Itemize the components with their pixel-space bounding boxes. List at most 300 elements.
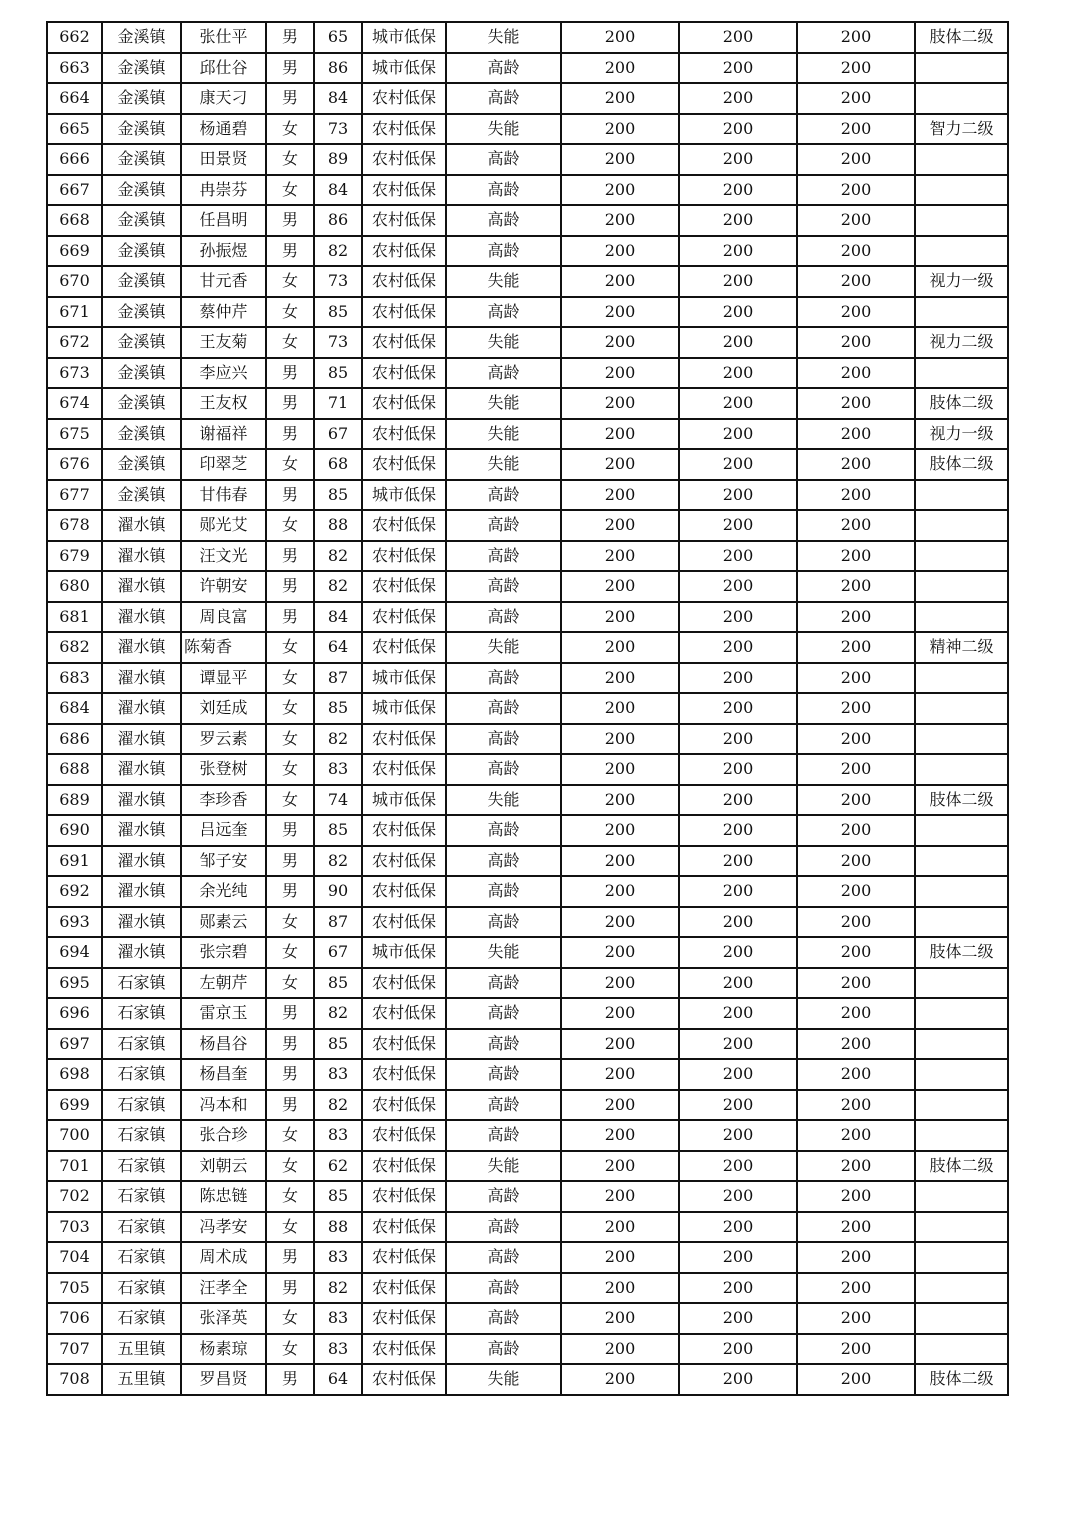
remark-cell: 肢体二级	[915, 449, 1008, 480]
amount-cell: 200	[561, 846, 679, 877]
amount-cell: 200	[797, 1029, 915, 1060]
remark-cell: 肢体二级	[915, 1151, 1008, 1182]
gender-cell: 男	[266, 815, 314, 846]
amount-cell: 200	[679, 1059, 797, 1090]
gender-cell: 女	[266, 724, 314, 755]
amount-cell: 200	[679, 1303, 797, 1334]
age-cell: 86	[314, 205, 362, 236]
gender-cell: 男	[266, 571, 314, 602]
table-row	[47, 480, 1008, 511]
type-cell: 失能	[446, 937, 561, 968]
name-cell: 邱仕谷	[181, 53, 266, 84]
category-cell: 农村低保	[362, 266, 446, 297]
type-cell: 高龄	[446, 1059, 561, 1090]
town-cell: 石家镇	[102, 968, 181, 999]
category-cell: 城市低保	[362, 693, 446, 724]
gender-cell: 女	[266, 968, 314, 999]
category-cell: 城市低保	[362, 53, 446, 84]
table-row	[47, 449, 1008, 480]
name-cell: 罗昌贤	[181, 1364, 266, 1395]
name-cell: 许朝安	[181, 571, 266, 602]
table-row	[47, 937, 1008, 968]
category-cell: 农村低保	[362, 175, 446, 206]
category-cell: 农村低保	[362, 1303, 446, 1334]
gender-cell: 女	[266, 114, 314, 145]
name-cell: 冯孝安	[181, 1212, 266, 1243]
gender-cell: 男	[266, 358, 314, 389]
age-cell: 83	[314, 1059, 362, 1090]
type-cell: 高龄	[446, 297, 561, 328]
town-cell: 金溪镇	[102, 327, 181, 358]
age-cell: 82	[314, 998, 362, 1029]
amount-cell: 200	[797, 327, 915, 358]
name-cell: 张合珍	[181, 1120, 266, 1151]
amount-cell: 200	[797, 754, 915, 785]
age-cell: 85	[314, 815, 362, 846]
town-cell: 金溪镇	[102, 297, 181, 328]
name-cell: 罗云素	[181, 724, 266, 755]
name-cell: 康天刁	[181, 83, 266, 114]
amount-cell: 200	[797, 1120, 915, 1151]
type-cell: 高龄	[446, 663, 561, 694]
amount-cell: 200	[797, 602, 915, 633]
age-cell: 73	[314, 114, 362, 145]
table-row	[47, 968, 1008, 999]
amount-cell: 200	[561, 1090, 679, 1121]
remark-cell	[915, 480, 1008, 511]
amount-cell: 200	[679, 907, 797, 938]
serial-cell: 703	[47, 1212, 102, 1243]
gender-cell: 男	[266, 419, 314, 450]
remark-cell	[915, 1242, 1008, 1273]
category-cell: 农村低保	[362, 968, 446, 999]
amount-cell: 200	[561, 266, 679, 297]
amount-cell: 200	[679, 236, 797, 267]
amount-cell: 200	[797, 419, 915, 450]
amount-cell: 200	[797, 1273, 915, 1304]
age-cell: 83	[314, 1120, 362, 1151]
amount-cell: 200	[561, 114, 679, 145]
gender-cell: 女	[266, 754, 314, 785]
category-cell: 城市低保	[362, 937, 446, 968]
category-cell: 农村低保	[362, 1120, 446, 1151]
serial-cell: 686	[47, 724, 102, 755]
name-cell: 王友权	[181, 388, 266, 419]
type-cell: 高龄	[446, 175, 561, 206]
table-row	[47, 1334, 1008, 1365]
amount-cell: 200	[561, 876, 679, 907]
gender-cell: 女	[266, 1181, 314, 1212]
amount-cell: 200	[797, 1334, 915, 1365]
name-cell: 汪文光	[181, 541, 266, 572]
gender-cell: 女	[266, 1120, 314, 1151]
amount-cell: 200	[679, 998, 797, 1029]
town-cell: 金溪镇	[102, 205, 181, 236]
serial-cell: 668	[47, 205, 102, 236]
remark-cell	[915, 1273, 1008, 1304]
amount-cell: 200	[797, 144, 915, 175]
town-cell: 石家镇	[102, 1029, 181, 1060]
table-row	[47, 1303, 1008, 1334]
gender-cell: 女	[266, 449, 314, 480]
category-cell: 农村低保	[362, 724, 446, 755]
category-cell: 农村低保	[362, 754, 446, 785]
type-cell: 失能	[446, 1151, 561, 1182]
category-cell: 农村低保	[362, 388, 446, 419]
gender-cell: 男	[266, 83, 314, 114]
remark-cell	[915, 968, 1008, 999]
name-cell: 印翠芝	[181, 449, 266, 480]
type-cell: 失能	[446, 449, 561, 480]
gender-cell: 男	[266, 1273, 314, 1304]
amount-cell: 200	[797, 510, 915, 541]
table-row	[47, 83, 1008, 114]
amount-cell: 200	[797, 846, 915, 877]
age-cell: 82	[314, 236, 362, 267]
town-cell: 五里镇	[102, 1334, 181, 1365]
remark-cell	[915, 1334, 1008, 1365]
amount-cell: 200	[561, 1151, 679, 1182]
town-cell: 石家镇	[102, 1120, 181, 1151]
amount-cell: 200	[561, 663, 679, 694]
town-cell: 濯水镇	[102, 510, 181, 541]
town-cell: 濯水镇	[102, 876, 181, 907]
amount-cell: 200	[797, 22, 915, 53]
category-cell: 农村低保	[362, 1212, 446, 1243]
name-cell: 左朝芹	[181, 968, 266, 999]
amount-cell: 200	[561, 144, 679, 175]
amount-cell: 200	[561, 83, 679, 114]
age-cell: 88	[314, 1212, 362, 1243]
serial-cell: 680	[47, 571, 102, 602]
amount-cell: 200	[679, 1151, 797, 1182]
age-cell: 85	[314, 1029, 362, 1060]
serial-cell: 663	[47, 53, 102, 84]
amount-cell: 200	[679, 754, 797, 785]
type-cell: 失能	[446, 114, 561, 145]
type-cell: 失能	[446, 388, 561, 419]
table-row	[47, 998, 1008, 1029]
remark-cell: 视力二级	[915, 327, 1008, 358]
serial-cell: 690	[47, 815, 102, 846]
type-cell: 高龄	[446, 571, 561, 602]
category-cell: 农村低保	[362, 571, 446, 602]
table-row	[47, 388, 1008, 419]
amount-cell: 200	[561, 907, 679, 938]
amount-cell: 200	[679, 114, 797, 145]
serial-cell: 696	[47, 998, 102, 1029]
town-cell: 石家镇	[102, 1151, 181, 1182]
gender-cell: 男	[266, 876, 314, 907]
amount-cell: 200	[797, 83, 915, 114]
amount-cell: 200	[679, 663, 797, 694]
serial-cell: 670	[47, 266, 102, 297]
amount-cell: 200	[561, 1334, 679, 1365]
age-cell: 84	[314, 83, 362, 114]
town-cell: 石家镇	[102, 998, 181, 1029]
gender-cell: 男	[266, 541, 314, 572]
amount-cell: 200	[679, 83, 797, 114]
amount-cell: 200	[561, 693, 679, 724]
remark-cell	[915, 541, 1008, 572]
age-cell: 85	[314, 358, 362, 389]
table-row	[47, 114, 1008, 145]
town-cell: 石家镇	[102, 1090, 181, 1121]
remark-cell: 视力一级	[915, 419, 1008, 450]
amount-cell: 200	[561, 754, 679, 785]
amount-cell: 200	[561, 541, 679, 572]
serial-cell: 692	[47, 876, 102, 907]
table-row	[47, 22, 1008, 53]
amount-cell: 200	[679, 358, 797, 389]
amount-cell: 200	[679, 327, 797, 358]
gender-cell: 男	[266, 480, 314, 511]
name-cell: 余光纯	[181, 876, 266, 907]
amount-cell: 200	[797, 175, 915, 206]
table-row	[47, 785, 1008, 816]
name-cell: 甘伟春	[181, 480, 266, 511]
name-cell: 冯本和	[181, 1090, 266, 1121]
amount-cell: 200	[561, 480, 679, 511]
amount-cell: 200	[561, 1212, 679, 1243]
type-cell: 失能	[446, 1364, 561, 1395]
table-row	[47, 144, 1008, 175]
table-row	[47, 1181, 1008, 1212]
remark-cell	[915, 815, 1008, 846]
type-cell: 高龄	[446, 53, 561, 84]
amount-cell: 200	[561, 937, 679, 968]
town-cell: 金溪镇	[102, 175, 181, 206]
town-cell: 濯水镇	[102, 937, 181, 968]
gender-cell: 女	[266, 937, 314, 968]
name-cell: 刘朝云	[181, 1151, 266, 1182]
town-cell: 石家镇	[102, 1273, 181, 1304]
category-cell: 农村低保	[362, 1364, 446, 1395]
table-row	[47, 571, 1008, 602]
remark-cell	[915, 510, 1008, 541]
type-cell: 高龄	[446, 83, 561, 114]
gender-cell: 女	[266, 663, 314, 694]
amount-cell: 200	[561, 419, 679, 450]
town-cell: 濯水镇	[102, 907, 181, 938]
remark-cell: 精神二级	[915, 632, 1008, 663]
remark-cell	[915, 236, 1008, 267]
serial-cell: 684	[47, 693, 102, 724]
serial-cell: 706	[47, 1303, 102, 1334]
remark-cell	[915, 1303, 1008, 1334]
gender-cell: 男	[266, 1029, 314, 1060]
name-cell: 雷京玉	[181, 998, 266, 1029]
town-cell: 金溪镇	[102, 236, 181, 267]
type-cell: 高龄	[446, 1181, 561, 1212]
amount-cell: 200	[797, 1090, 915, 1121]
remark-cell: 肢体二级	[915, 388, 1008, 419]
age-cell: 82	[314, 1090, 362, 1121]
amount-cell: 200	[797, 693, 915, 724]
amount-cell: 200	[797, 1303, 915, 1334]
category-cell: 城市低保	[362, 663, 446, 694]
age-cell: 83	[314, 754, 362, 785]
serial-cell: 675	[47, 419, 102, 450]
remark-cell	[915, 175, 1008, 206]
serial-cell: 662	[47, 22, 102, 53]
amount-cell: 200	[561, 449, 679, 480]
town-cell: 濯水镇	[102, 571, 181, 602]
serial-cell: 674	[47, 388, 102, 419]
serial-cell: 667	[47, 175, 102, 206]
name-cell: 陈菊香	[181, 632, 266, 663]
town-cell: 金溪镇	[102, 449, 181, 480]
town-cell: 石家镇	[102, 1242, 181, 1273]
type-cell: 高龄	[446, 541, 561, 572]
table-row	[47, 907, 1008, 938]
serial-cell: 678	[47, 510, 102, 541]
age-cell: 90	[314, 876, 362, 907]
type-cell: 高龄	[446, 358, 561, 389]
amount-cell: 200	[679, 53, 797, 84]
age-cell: 65	[314, 22, 362, 53]
gender-cell: 男	[266, 602, 314, 633]
category-cell: 农村低保	[362, 1029, 446, 1060]
category-cell: 农村低保	[362, 358, 446, 389]
town-cell: 濯水镇	[102, 846, 181, 877]
amount-cell: 200	[797, 449, 915, 480]
age-cell: 82	[314, 1273, 362, 1304]
age-cell: 82	[314, 846, 362, 877]
age-cell: 74	[314, 785, 362, 816]
table-row	[47, 632, 1008, 663]
age-cell: 67	[314, 937, 362, 968]
amount-cell: 200	[679, 1364, 797, 1395]
category-cell: 农村低保	[362, 876, 446, 907]
name-cell: 周术成	[181, 1242, 266, 1273]
name-cell: 汪孝全	[181, 1273, 266, 1304]
category-cell: 农村低保	[362, 1181, 446, 1212]
gender-cell: 女	[266, 297, 314, 328]
town-cell: 石家镇	[102, 1212, 181, 1243]
age-cell: 85	[314, 297, 362, 328]
table-row	[47, 1151, 1008, 1182]
age-cell: 89	[314, 144, 362, 175]
age-cell: 67	[314, 419, 362, 450]
amount-cell: 200	[679, 449, 797, 480]
amount-cell: 200	[561, 1120, 679, 1151]
category-cell: 农村低保	[362, 998, 446, 1029]
table-row	[47, 1273, 1008, 1304]
gender-cell: 女	[266, 1334, 314, 1365]
category-cell: 农村低保	[362, 297, 446, 328]
gender-cell: 女	[266, 175, 314, 206]
amount-cell: 200	[679, 571, 797, 602]
amount-cell: 200	[797, 968, 915, 999]
table-row	[47, 724, 1008, 755]
table-row	[47, 541, 1008, 572]
age-cell: 84	[314, 602, 362, 633]
table-row	[47, 297, 1008, 328]
age-cell: 86	[314, 53, 362, 84]
amount-cell: 200	[797, 205, 915, 236]
name-cell: 张泽英	[181, 1303, 266, 1334]
type-cell: 高龄	[446, 1212, 561, 1243]
table-row	[47, 1212, 1008, 1243]
amount-cell: 200	[679, 541, 797, 572]
remark-cell	[915, 998, 1008, 1029]
name-cell: 蔡仲芹	[181, 297, 266, 328]
type-cell: 高龄	[446, 693, 561, 724]
amount-cell: 200	[679, 22, 797, 53]
serial-cell: 700	[47, 1120, 102, 1151]
gender-cell: 男	[266, 1090, 314, 1121]
name-cell: 张登树	[181, 754, 266, 785]
type-cell: 高龄	[446, 205, 561, 236]
table-row	[47, 754, 1008, 785]
remark-cell	[915, 907, 1008, 938]
category-cell: 农村低保	[362, 114, 446, 145]
serial-cell: 708	[47, 1364, 102, 1395]
age-cell: 85	[314, 968, 362, 999]
town-cell: 金溪镇	[102, 53, 181, 84]
type-cell: 高龄	[446, 1334, 561, 1365]
amount-cell: 200	[797, 937, 915, 968]
serial-cell: 677	[47, 480, 102, 511]
town-cell: 金溪镇	[102, 114, 181, 145]
amount-cell: 200	[561, 998, 679, 1029]
amount-cell: 200	[679, 205, 797, 236]
amount-cell: 200	[679, 785, 797, 816]
category-cell: 农村低保	[362, 602, 446, 633]
serial-cell: 702	[47, 1181, 102, 1212]
amount-cell: 200	[561, 785, 679, 816]
town-cell: 五里镇	[102, 1364, 181, 1395]
type-cell: 高龄	[446, 724, 561, 755]
amount-cell: 200	[561, 358, 679, 389]
category-cell: 农村低保	[362, 541, 446, 572]
category-cell: 农村低保	[362, 846, 446, 877]
age-cell: 71	[314, 388, 362, 419]
remark-cell: 肢体二级	[915, 785, 1008, 816]
gender-cell: 女	[266, 1212, 314, 1243]
name-cell: 郧素云	[181, 907, 266, 938]
town-cell: 石家镇	[102, 1059, 181, 1090]
amount-cell: 200	[561, 1273, 679, 1304]
category-cell: 农村低保	[362, 327, 446, 358]
name-cell: 孙振煜	[181, 236, 266, 267]
age-cell: 73	[314, 266, 362, 297]
type-cell: 高龄	[446, 754, 561, 785]
table-row	[47, 510, 1008, 541]
town-cell: 濯水镇	[102, 785, 181, 816]
remark-cell	[915, 663, 1008, 694]
name-cell: 任昌明	[181, 205, 266, 236]
town-cell: 金溪镇	[102, 266, 181, 297]
type-cell: 高龄	[446, 144, 561, 175]
gender-cell: 女	[266, 632, 314, 663]
type-cell: 失能	[446, 22, 561, 53]
category-cell: 农村低保	[362, 83, 446, 114]
type-cell: 失能	[446, 419, 561, 450]
age-cell: 87	[314, 663, 362, 694]
type-cell: 高龄	[446, 815, 561, 846]
remark-cell	[915, 571, 1008, 602]
type-cell: 高龄	[446, 846, 561, 877]
table-row	[47, 846, 1008, 877]
age-cell: 85	[314, 1181, 362, 1212]
name-cell: 周良富	[181, 602, 266, 633]
amount-cell: 200	[561, 1364, 679, 1395]
age-cell: 84	[314, 175, 362, 206]
amount-cell: 200	[797, 358, 915, 389]
amount-cell: 200	[797, 388, 915, 419]
